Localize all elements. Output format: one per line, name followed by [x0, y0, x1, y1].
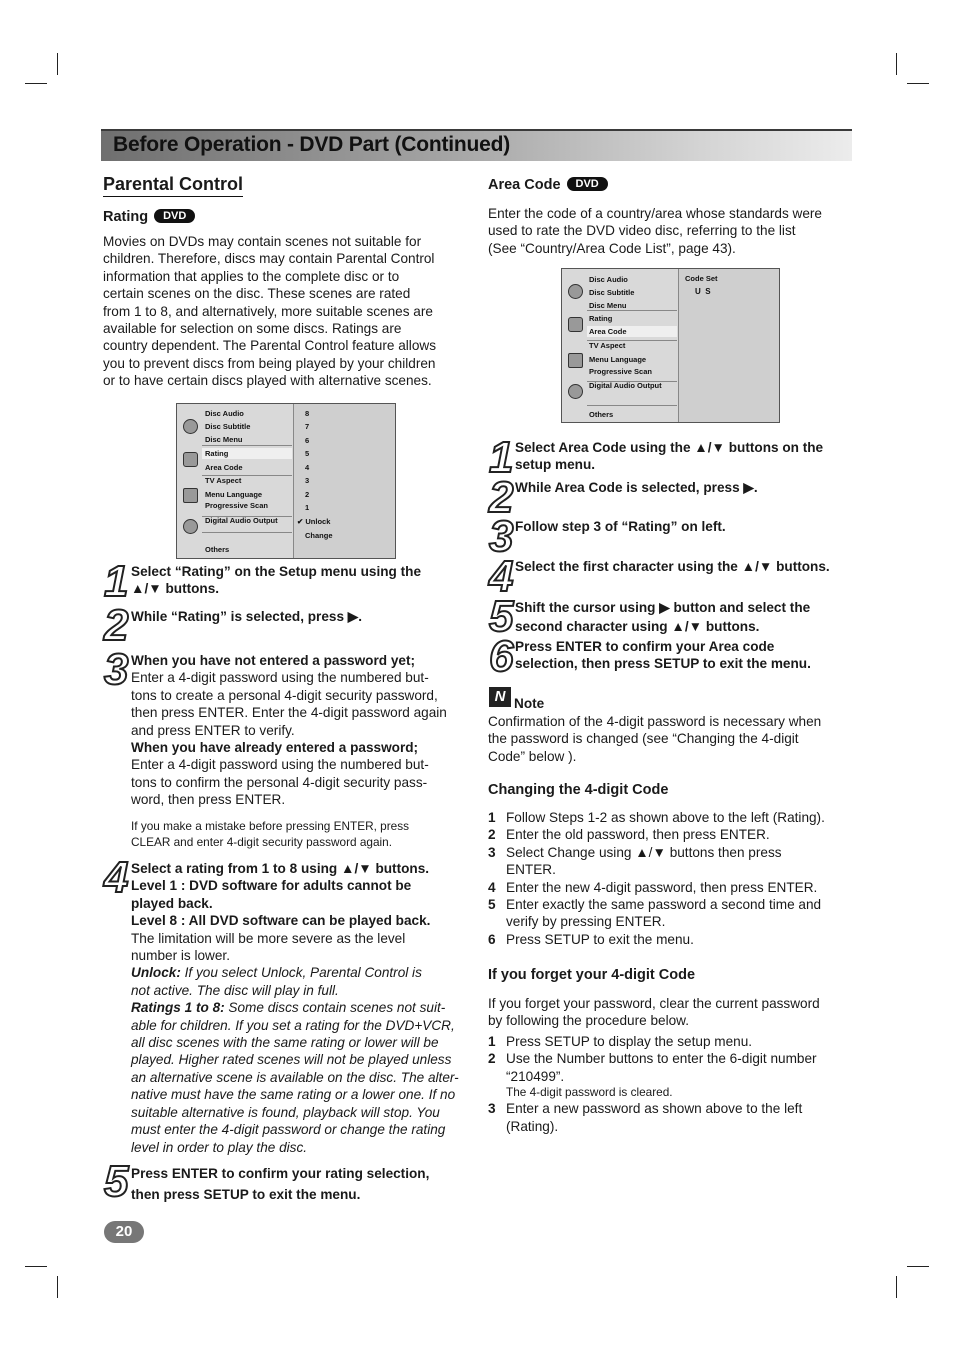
list-text: Enter exactly the same password a second time and — [506, 897, 822, 913]
rating-value-change: Change — [305, 531, 333, 540]
intro-line: information that applies to the complete disc or to — [103, 268, 400, 284]
step-line: tons to confirm the personal 4-digit security pass- — [131, 774, 428, 790]
menu-item: Disc Subtitle — [589, 288, 635, 297]
menu-item: Menu Language — [589, 355, 647, 364]
forget-code-intro — [488, 995, 858, 1030]
step-line: When you have not entered a password yet; — [131, 653, 416, 668]
page-title: Before Operation - DVD Part (Continued) — [113, 133, 511, 156]
step-number: 4 — [489, 552, 514, 601]
step-number: 4 — [104, 853, 129, 902]
intro-line: used to rate the DVD video disc, referring to the list — [488, 223, 796, 239]
intro-line: (See “Country/Area Code List”, page 43). — [488, 240, 736, 256]
menu-item: Disc Menu — [589, 301, 627, 310]
step-line: number is lower. — [131, 948, 230, 964]
step-number: 5 — [489, 592, 514, 641]
speaker-icon — [183, 519, 198, 534]
area-code-heading — [488, 177, 608, 193]
disc-icon — [183, 419, 198, 434]
step-line: played back. — [131, 895, 213, 911]
crop-mark — [57, 53, 58, 75]
list-number: 3 — [488, 1101, 496, 1117]
rating-value: 8 — [305, 409, 310, 418]
step-3-note — [131, 818, 471, 850]
rating-heading-text: Rating — [103, 209, 149, 225]
step-line: Level 1 : DVD software for adults cannot be — [131, 878, 412, 894]
step-number: 3 — [104, 645, 129, 694]
step-line: Select a rating from 1 to 8 using ▲/▼ buttons. — [131, 861, 430, 876]
area-step-3: Follow step 3 of “Rating” on left. — [515, 519, 726, 534]
list-number: 4 — [488, 879, 496, 895]
forget-code-heading: If you forget your 4-digit Code — [488, 967, 696, 983]
step-line: then press SETUP to exit the menu. — [131, 1187, 361, 1202]
note-label: Note — [514, 696, 545, 711]
list-text: Enter the new 4-digit password, then press ENTER. — [506, 879, 818, 895]
step-line: Press ENTER to confirm your rating selection, — [131, 1166, 430, 1181]
dvd-badge: DVD — [154, 209, 195, 223]
book-icon — [568, 353, 583, 368]
menu-divider — [202, 532, 292, 533]
step-line — [131, 999, 476, 1016]
menu-item: Progressive Scan — [589, 367, 652, 376]
step-line: tons to create a personal 4-digit security password, — [131, 687, 438, 703]
note-text — [488, 713, 853, 765]
menu-item: Disc Audio — [589, 275, 628, 284]
list-text: Enter a new password as shown above to the left — [506, 1101, 803, 1117]
list-text: “210499”. — [506, 1068, 565, 1084]
list-item — [488, 1050, 858, 1067]
intro-line: children. Therefore, discs may contain Parental Control — [103, 251, 435, 267]
step-line: setup menu. — [515, 457, 596, 473]
crop-mark — [25, 1266, 47, 1267]
step-line: not active. The disc will play in full. — [131, 982, 339, 998]
list-item — [488, 844, 858, 861]
step-line: then press ENTER. Enter the 4-digit password again — [131, 705, 447, 721]
rating-value: 5 — [305, 449, 310, 458]
note-line: Confirmation of the 4-digit password is necessary when — [488, 714, 822, 729]
step-number: 3 — [489, 512, 514, 561]
area-code-intro — [488, 205, 853, 257]
list-text: Select Change using ▲/▼ buttons then press — [506, 844, 782, 860]
step-number: 2 — [489, 473, 514, 522]
step-line: second character using ▲/▼ buttons. — [515, 619, 760, 634]
list-item — [488, 826, 858, 843]
list-number: 1 — [488, 810, 496, 825]
crop-mark — [57, 1276, 58, 1298]
intro-line: or to have certain discs played with alternative scenes. — [103, 373, 432, 389]
step-number: 1 — [489, 433, 514, 482]
lock-icon — [183, 452, 198, 467]
rating-value: 4 — [305, 463, 310, 472]
menu-item: Disc Menu — [205, 435, 243, 444]
code-set-value: U S — [695, 287, 711, 296]
menu-item: Area Code — [589, 327, 627, 336]
intro-line: you to prevent discs from being played by your children — [103, 355, 436, 371]
step-line: word, then press ENTER. — [131, 792, 286, 808]
rating-step-3 — [131, 652, 471, 809]
dvd-badge: DVD — [567, 177, 608, 191]
rating-step-1 — [131, 563, 471, 598]
crop-mark — [896, 1276, 897, 1298]
unlock-label: Unlock: — [131, 965, 181, 981]
area-step-6 — [515, 638, 860, 673]
list-item — [488, 809, 858, 826]
intro-line: country dependent. The Parental Control feature allows — [103, 338, 437, 354]
lock-icon — [568, 317, 583, 332]
step-line: an alternative scene is available on the disc. The alter- — [131, 1069, 459, 1085]
list-text: verify by pressing ENTER. — [506, 914, 666, 930]
step-line: Shift the cursor using ▶ button and select the — [515, 600, 811, 615]
menu-item: Disc Audio — [205, 409, 244, 418]
crop-mark — [907, 1266, 929, 1267]
menu-item: Rating — [205, 449, 229, 458]
list-number: 6 — [488, 931, 496, 947]
list-text: Follow Steps 1-2 as shown above to the left (Rating). — [506, 810, 825, 825]
step-line — [131, 964, 476, 981]
rating-value: 3 — [305, 476, 310, 485]
intro-line: Enter the code of a country/area whose standards were — [488, 206, 822, 221]
step-line: and press ENTER to verify. — [131, 722, 295, 738]
note-line: If you make a mistake before pressing ENTER, press — [131, 819, 409, 833]
crop-mark — [907, 83, 929, 84]
area-step-5 — [515, 598, 860, 636]
step-line: Press ENTER to confirm your Area code — [515, 639, 775, 654]
list-text: (Rating). — [506, 1118, 559, 1134]
area-step-4: Select the first character using the ▲/▼ buttons. — [515, 559, 830, 574]
rating-value: 7 — [305, 422, 310, 431]
list-item — [488, 1033, 858, 1050]
menu-item: Others — [205, 545, 230, 554]
intro-line: If you forget your password, clear the current password — [488, 996, 820, 1011]
list-number: 1 — [488, 1034, 496, 1049]
ratings-label: Ratings 1 to 8: — [131, 1000, 225, 1016]
speaker-icon — [568, 384, 583, 399]
area-code-setup-menu — [561, 268, 780, 423]
menu-item: Digital Audio Output — [589, 381, 662, 390]
list-item — [488, 879, 858, 896]
menu-divider — [202, 445, 292, 446]
step-line: Select “Rating” on the Setup menu using the — [131, 564, 422, 579]
small-note: The 4-digit password is cleared. — [506, 1085, 673, 1100]
rating-value: 6 — [305, 436, 310, 445]
step-line: Enter a 4-digit password using the numbered but- — [131, 670, 429, 686]
rating-setup-menu — [176, 403, 396, 559]
intro-line: certain scenes on the disc. These scenes are rated — [103, 286, 411, 302]
rating-value: 2 — [305, 490, 310, 499]
italic-text: If you select Unlock, Parental Control is — [180, 965, 422, 981]
intro-line: by following the procedure below. — [488, 1013, 690, 1029]
note-line: CLEAR and enter 4-digit security password again. — [131, 835, 392, 849]
note-icon: N — [489, 687, 511, 707]
area-step-2: While Area Code is selected, press ▶. — [515, 480, 758, 495]
menu-item: Disc Subtitle — [205, 422, 251, 431]
menu-divider — [587, 310, 677, 311]
crop-mark — [25, 83, 47, 84]
rating-intro — [103, 233, 468, 390]
step-line: must enter the 4-digit password or change the rating — [131, 1122, 446, 1138]
menu-item: TV Aspect — [205, 476, 242, 485]
step-line: Select Area Code using the ▲/▼ buttons on the — [515, 440, 824, 455]
crop-mark — [896, 53, 897, 75]
step-line: played. Higher rated scenes will not be played unless — [131, 1052, 452, 1068]
list-item — [488, 931, 858, 948]
list-number: 3 — [488, 844, 496, 860]
area-heading-text: Area Code — [488, 177, 561, 193]
italic-text: Some discs contain scenes not suit- — [224, 1000, 446, 1016]
rating-value: 1 — [305, 503, 310, 512]
step-number: 6 — [489, 632, 514, 681]
list-text: Press SETUP to display the setup menu. — [506, 1034, 753, 1049]
step-number: 5 — [104, 1157, 129, 1206]
menu-item: TV Aspect — [589, 341, 626, 350]
rating-step-5 — [131, 1163, 476, 1205]
note-line: the password is changed (see “Changing the 4-digit — [488, 731, 799, 747]
rating-heading — [103, 209, 195, 225]
step-line: native must have the same rating or a lower one. If no — [131, 1087, 456, 1103]
step-line: Level 8 : All DVD software can be played back. — [131, 913, 431, 929]
step-line: level in order to play the disc. — [131, 1139, 308, 1155]
area-step-1 — [515, 439, 860, 474]
menu-item: Others — [589, 410, 614, 419]
rating-step-2: While “Rating” is selected, press ▶. — [131, 609, 363, 624]
list-number: 2 — [488, 827, 496, 843]
intro-line: Movies on DVDs may contain scenes not suitable for — [103, 234, 422, 249]
intro-line: from 1 to 8, and alternatively, more suitable scenes are — [103, 303, 433, 319]
rating-step-4 — [131, 860, 476, 1156]
step-line: Enter a 4-digit password using the numbered but- — [131, 757, 429, 773]
page-number: 20 — [104, 1221, 144, 1243]
menu-item: Digital Audio Output — [205, 516, 278, 525]
rating-value-unlock: ✔ Unlock — [297, 517, 331, 526]
step-line: selection, then press SETUP to exit the menu. — [515, 656, 811, 672]
step-line: suitable alternative is found, playback will stop. You — [131, 1104, 440, 1120]
step-number: 1 — [104, 557, 129, 606]
step-number: 2 — [104, 601, 129, 650]
step-line: able for children. If you set a rating for the DVD+VCR, — [131, 1017, 455, 1033]
section-title: Parental Control — [103, 174, 243, 197]
list-number: 5 — [488, 897, 496, 913]
code-set-label: Code Set — [685, 274, 718, 283]
list-text: Use the Number buttons to enter the 6-digit number — [506, 1051, 817, 1067]
menu-divider — [587, 405, 677, 406]
list-text: Enter the old password, then press ENTER. — [506, 827, 770, 843]
list-text: ENTER. — [506, 862, 556, 878]
step-line: all disc scenes with the same rating or lower will be — [131, 1035, 439, 1051]
menu-item: Area Code — [205, 463, 243, 472]
step-line: The limitation will be more severe as the level — [131, 930, 406, 946]
menu-item: Rating — [589, 314, 613, 323]
step-line: When you have already entered a password; — [131, 740, 419, 756]
list-item — [488, 896, 858, 913]
book-icon — [183, 488, 198, 503]
forget-code-list — [488, 1033, 858, 1135]
page-title-bar — [101, 129, 852, 161]
list-item — [488, 1100, 858, 1117]
step-line: ▲/▼ buttons. — [131, 581, 220, 597]
list-number: 2 — [488, 1051, 496, 1067]
disc-icon — [568, 284, 583, 299]
changing-code-heading: Changing the 4-digit Code — [488, 782, 669, 798]
changing-code-list — [488, 809, 858, 948]
menu-item: Menu Language — [205, 490, 263, 499]
menu-item: Progressive Scan — [205, 501, 268, 510]
intro-line: available for selection on some discs. Ratings are — [103, 321, 402, 337]
list-text: Press SETUP to exit the menu. — [506, 931, 694, 947]
note-line: Code” below ). — [488, 748, 577, 764]
